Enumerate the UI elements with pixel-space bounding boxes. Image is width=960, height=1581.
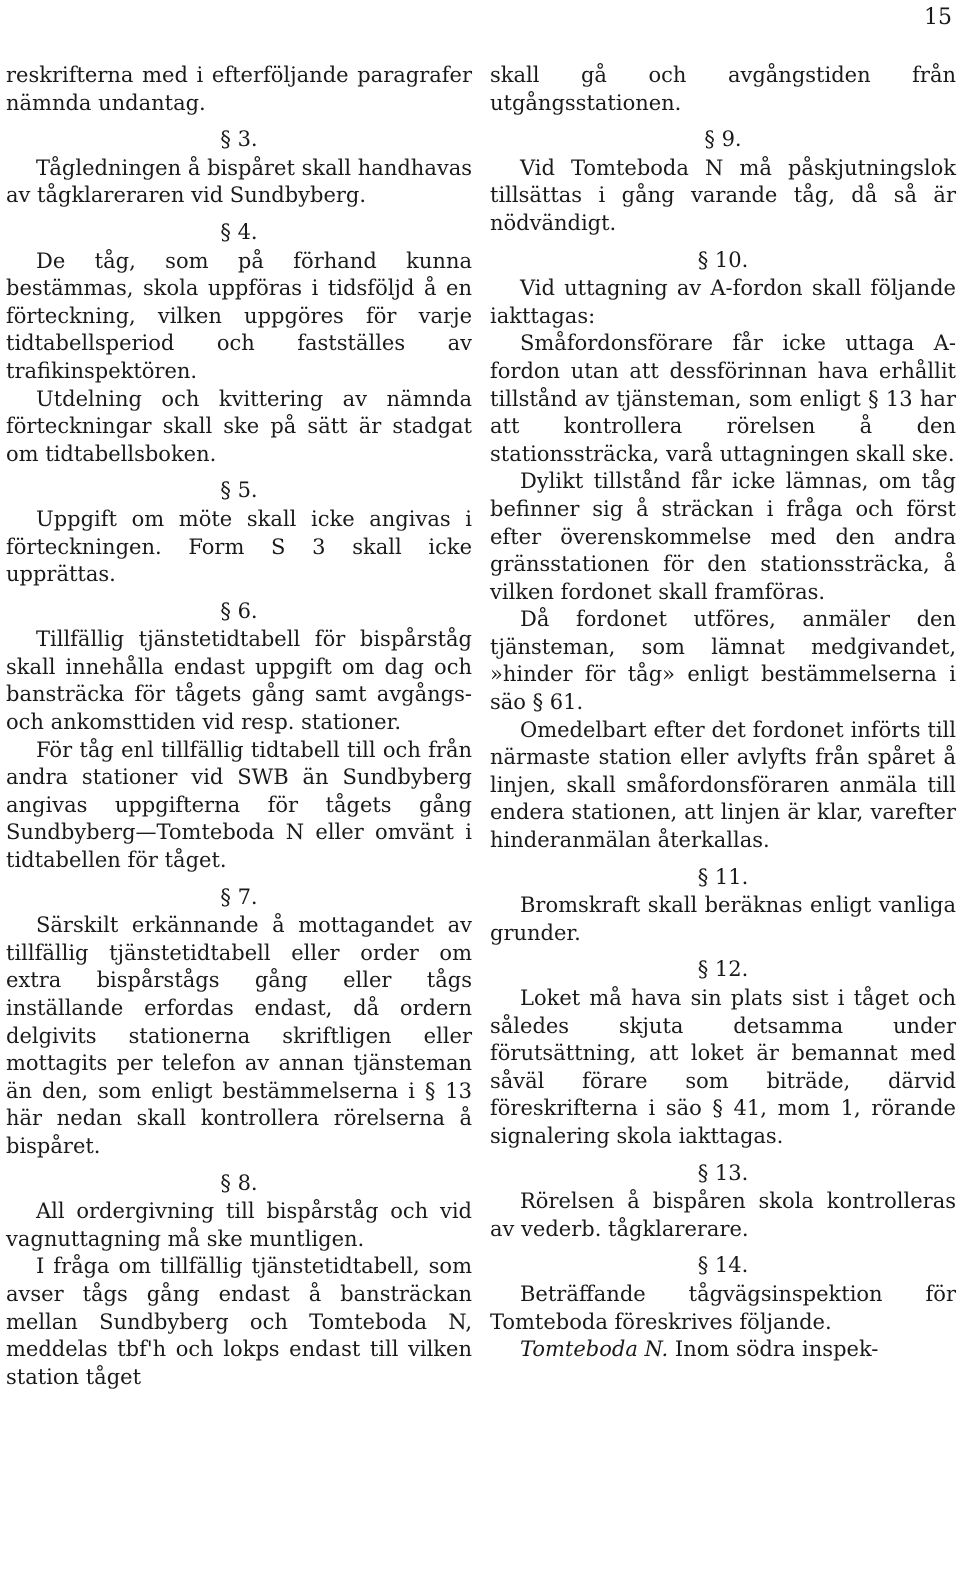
section-heading-4: § 4. <box>220 219 258 244</box>
place-name-italic: Tomteboda N. <box>520 1337 669 1362</box>
section-heading-5: § 5. <box>220 478 258 503</box>
paragraph-12: Loket må hava sin plats sist i tåget och således skjuta detsamma under förutsättning, att loket är bemannat med såväl förare som biträde, därvid föreskrifterna i säo § 41, mom 1, rörande signalering skola iakttagas. <box>490 986 956 1148</box>
section-heading-10: § 10. <box>697 247 749 272</box>
paragraph-4a: De tåg, som på förhand kunna bestämmas, skola uppföras i tidsföljd å en förteckning, vilken uppgöres för varje tidtabellsperiod och fastställes av trafikinspektören. <box>6 248 472 383</box>
left-column <box>6 62 472 1391</box>
paragraph-11: Bromskraft skall beräknas enligt vanliga grunder. <box>490 893 956 945</box>
section-heading-11: § 11. <box>697 864 749 889</box>
paragraph-10a: Vid uttagning av A-fordon skall följande iakttagas: <box>490 276 956 328</box>
paragraph-14b <box>490 1336 956 1364</box>
paragraph-intro: reskrifterna med i efterföljande paragrafer nämnda undantag. <box>6 63 472 115</box>
section-heading-9: § 9. <box>704 127 742 152</box>
page-number: 15 <box>924 5 952 30</box>
paragraph-4b: Utdelning och kvittering av nämnda förteckningar skall ske på sätt är stadgat om tidtabellsboken. <box>6 386 472 466</box>
paragraph-14b-text: Inom södra inspek- <box>668 1337 879 1362</box>
section-heading-7: § 7. <box>220 884 258 909</box>
right-column <box>490 62 956 1364</box>
paragraph-13: Rörelsen å bispåren skola kontrolleras av vederb. tågklarerare. <box>490 1189 956 1241</box>
paragraph-6a: Tillfällig tjänstetidtabell för bispårståg skall innehålla endast uppgift om dag och bansträcka för tågets gång samt avgångs- och ankomsttiden vid resp. stationer. <box>6 627 472 735</box>
section-heading-12: § 12. <box>697 957 749 982</box>
paragraph-10e: Omedelbart efter det fordonet införts till närmaste station eller avlyfts från spåret å linjen, skall småfordonsföraren anmäla till endera stationen, att linjen är klar, varefter hinderanmälan återkallas. <box>490 717 956 853</box>
section-heading-8: § 8. <box>220 1170 258 1195</box>
section-heading-13: § 13. <box>697 1160 749 1185</box>
paragraph-8b: I fråga om tillfällig tjänstetidtabell, som avser tågs gång endast å bansträckan mellan Sundbyberg och Tomteboda N, meddelas tbf'h och lokps endast till vilken station tåget <box>6 1254 472 1389</box>
section-heading-6: § 6. <box>220 598 258 623</box>
paragraph-14: Beträffande tågvägsinspektion för Tomteboda föreskrives följande. <box>490 1281 956 1334</box>
paragraph-continued: skall gå och avgångstiden från utgångsstationen. <box>490 63 956 115</box>
section-heading-14: § 14. <box>697 1253 749 1278</box>
paragraph-8a: All ordergivning till bispårståg och vid vagnuttagning må ske muntligen. <box>6 1199 472 1251</box>
paragraph-6b: För tåg enl tillfällig tidtabell till och från andra stationer vid SWB än Sundbyberg angivas uppgifterna för tågets gång Sundbyberg—Tomteboda N eller omvänt i tidtabellen för tåget. <box>6 737 472 873</box>
paragraph-7: Särskilt erkännande å mottagandet av tillfällig tjänstetidtabell eller order om extra bispårstågs gång eller tågs inställande erfordas endast, då ordern delgivits stationerna skriftligen eller mottagits per telefon av annan tjänsteman än den, som enligt bestämmelserna i § 13 här nedan skall kontrollera rörelserna å bispåret. <box>6 913 472 1158</box>
paragraph-10d: Då fordonet utföres, anmäler den tjänsteman, som lämnat medgivandet, »hinder för tåg» enligt bestämmelserna i säo § 61. <box>490 607 956 715</box>
paragraph-10b: Småfordonsförare får icke uttaga A-fordon utan att dessförinnan hava erhållit tillstånd av tjänsteman, som enligt § 13 har att kontrollera rörelsen å den stationssträcka, varå uttagningen skall ske. <box>490 331 956 466</box>
paragraph-10c: Dylikt tillstånd får icke lämnas, om tåg befinner sig å sträckan i fråga och först efter överenskommelse med den andra gränsstationen för den stationssträcka, å vilken fordonet skall framföras. <box>490 469 956 604</box>
paragraph-9: Vid Tomteboda N må påskjutningslok tillsättas i gång varande tåg, då så är nödvändigt. <box>490 155 956 235</box>
paragraph-3: Tågledningen å bispåret skall handhavas av tågklareraren vid Sundbyberg. <box>6 155 472 208</box>
section-heading-3: § 3. <box>220 127 258 152</box>
paragraph-5: Uppgift om möte skall icke angivas i förteckningen. Form S 3 skall icke upprättas. <box>6 506 472 587</box>
